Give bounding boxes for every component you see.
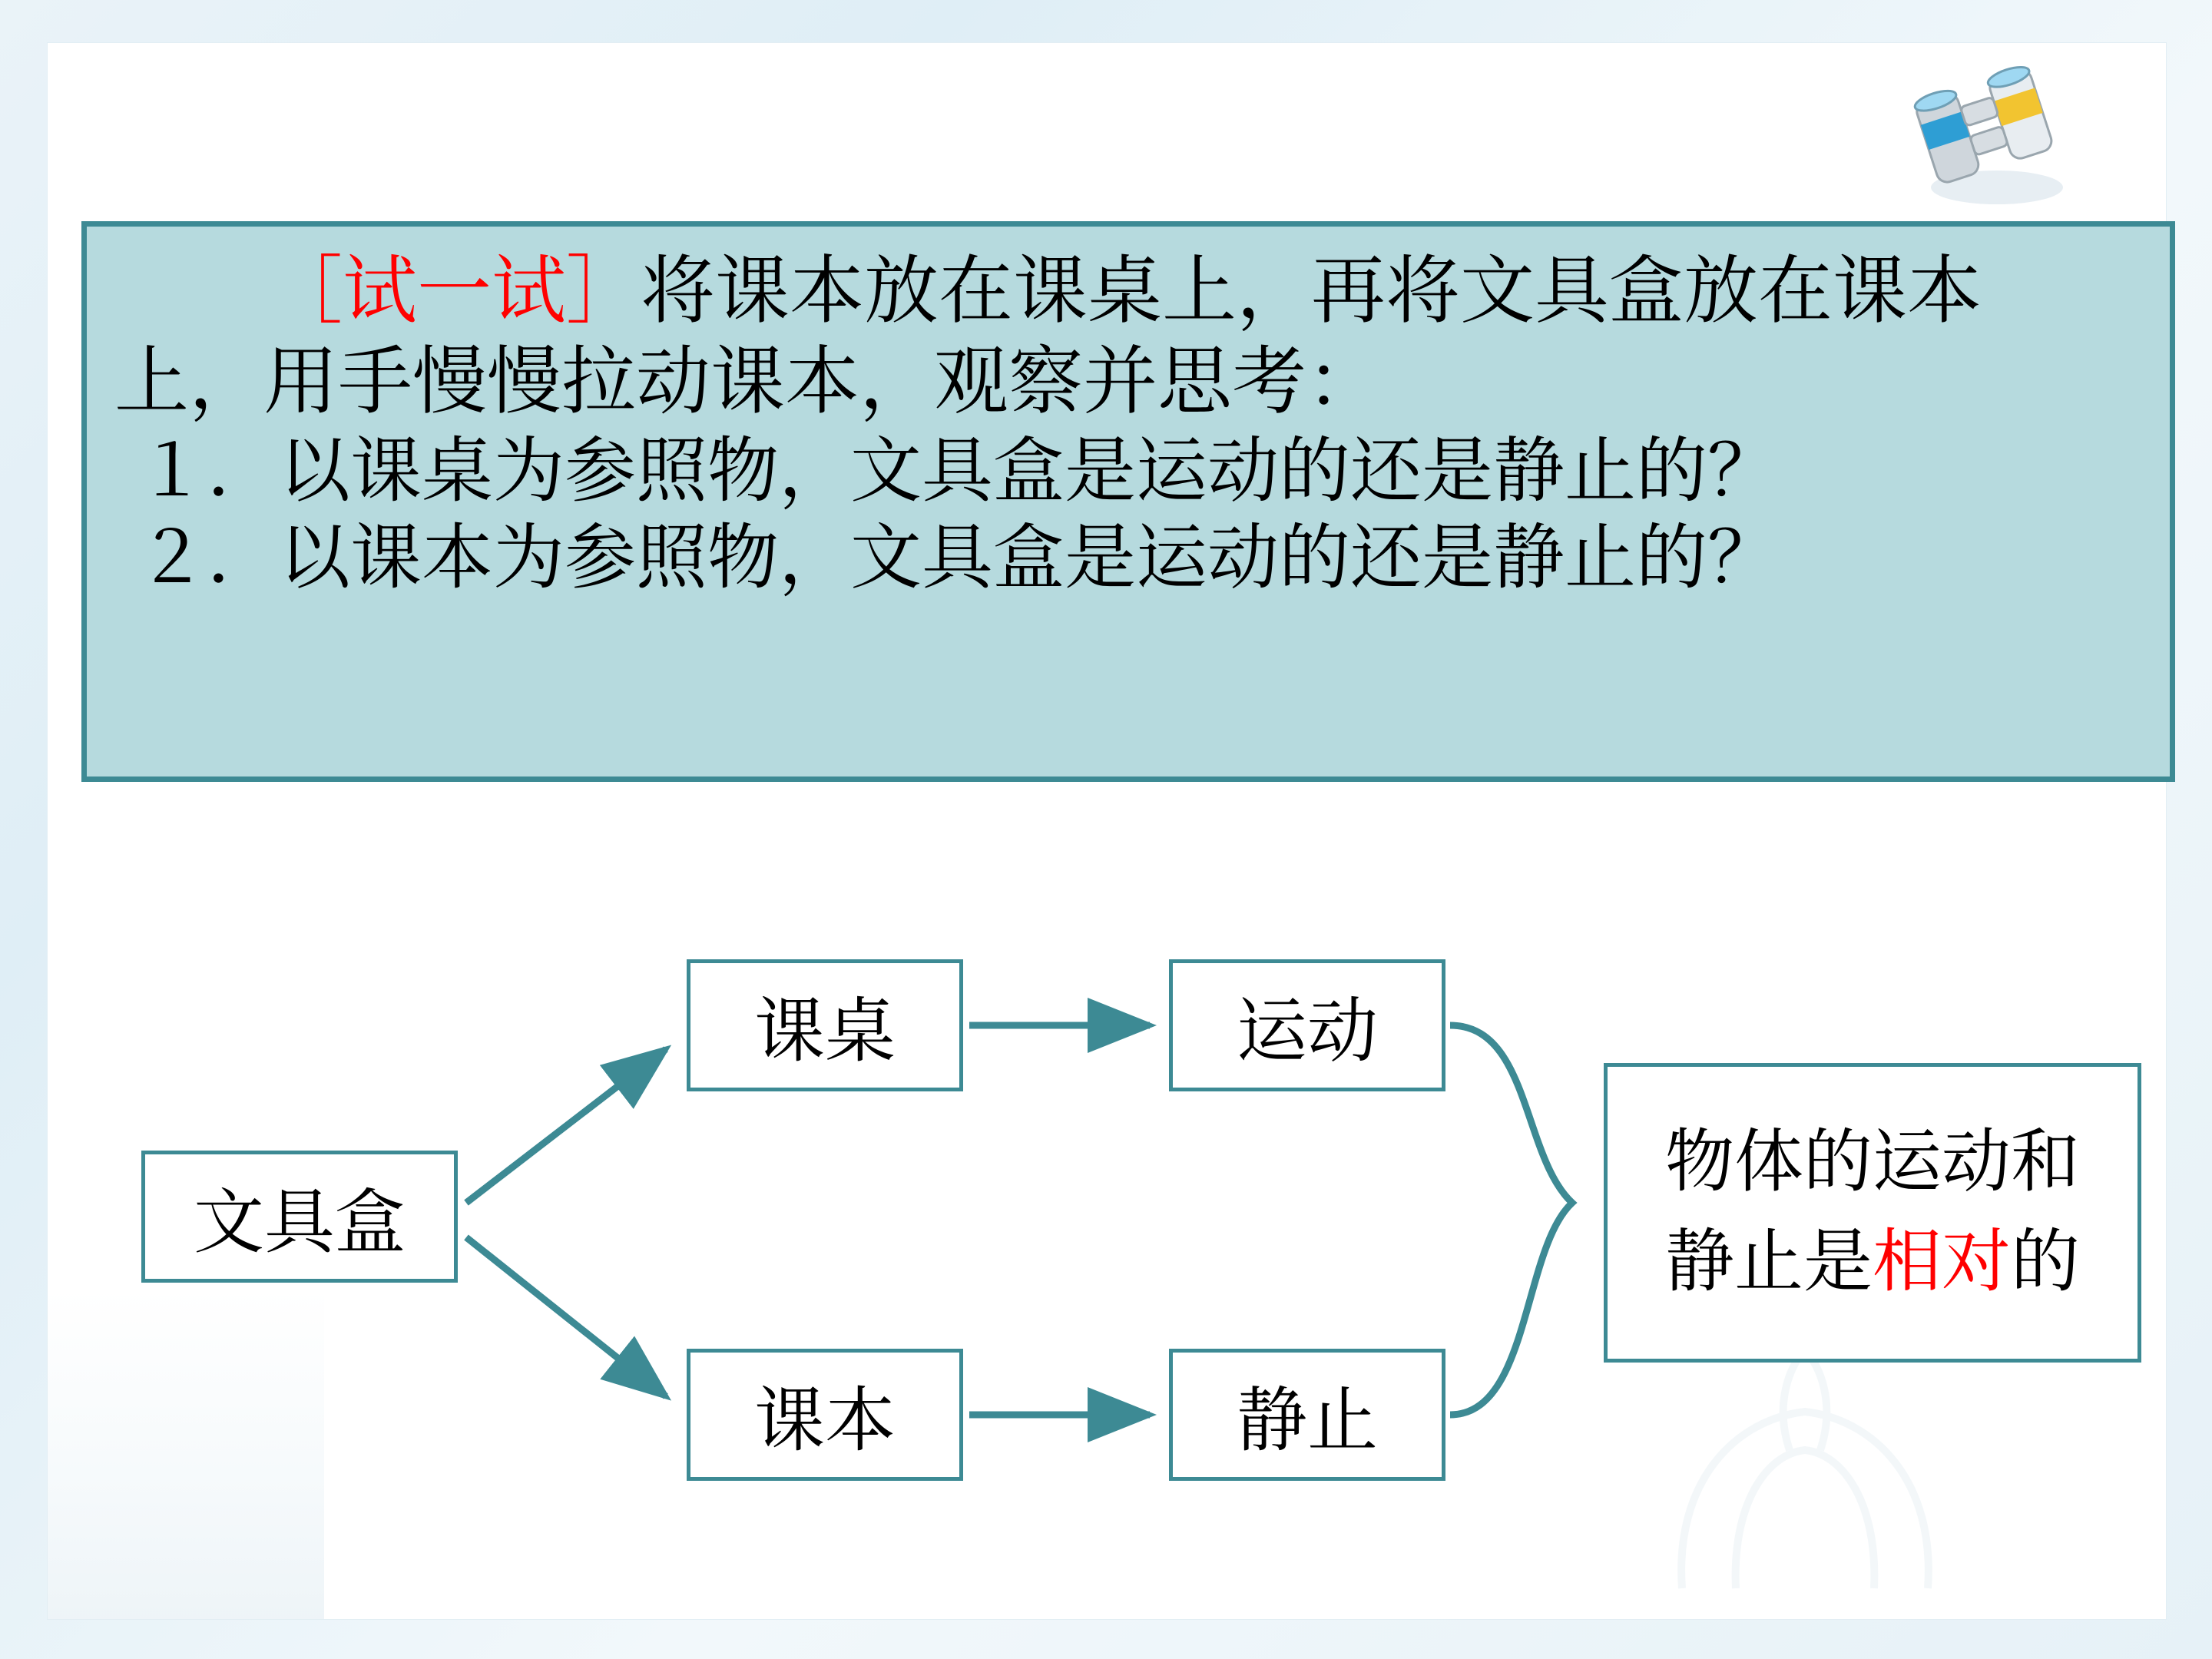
statement-line-1-rest: 将课本放在课桌上，再将文具盒放在课本 [641,250,1982,333]
node-moving-label: 运动 [1236,992,1378,1071]
statement-panel [81,221,2175,782]
question-1: １．以课桌为参照物，文具盒是运动的还是静止的？ [136,432,1779,512]
conclusion-line-2-post: 的 [2011,1224,2080,1300]
conclusion-line-2 [1665,1213,2080,1313]
slide-canvas [48,43,2166,1619]
node-pencil-case [141,1151,458,1283]
conclusion-emphasis: 相对 [1873,1224,2011,1300]
node-textbook-label: 课本 [753,1382,896,1460]
try-it-label: 试一试 [343,250,566,333]
conclusion-line-1: 物体的运动和 [1665,1124,2080,1200]
statement-line-1 [114,247,2142,337]
try-it-bracket-close: ］ [566,250,641,333]
node-textbook [687,1349,963,1481]
node-stationary [1169,1349,1445,1481]
node-pencil-case-label: 文具盒 [193,1184,406,1262]
flow-diagram [48,819,2166,1618]
conclusion-line-2-pre: 静止是 [1665,1224,1873,1300]
node-desk-label: 课桌 [753,992,896,1071]
question-2: ２．以课本为参照物，文具盒是运动的还是静止的？ [136,519,1779,599]
statement-line-2: 上，用手慢慢拉动课本，观察并思考： [114,341,1381,424]
binoculars-icon [1905,58,2081,220]
node-desk [687,959,963,1091]
try-it-bracket-open: ［ [268,250,343,333]
node-conclusion [1604,1063,2141,1363]
node-moving [1169,959,1445,1091]
node-stationary-label: 静止 [1236,1382,1378,1460]
